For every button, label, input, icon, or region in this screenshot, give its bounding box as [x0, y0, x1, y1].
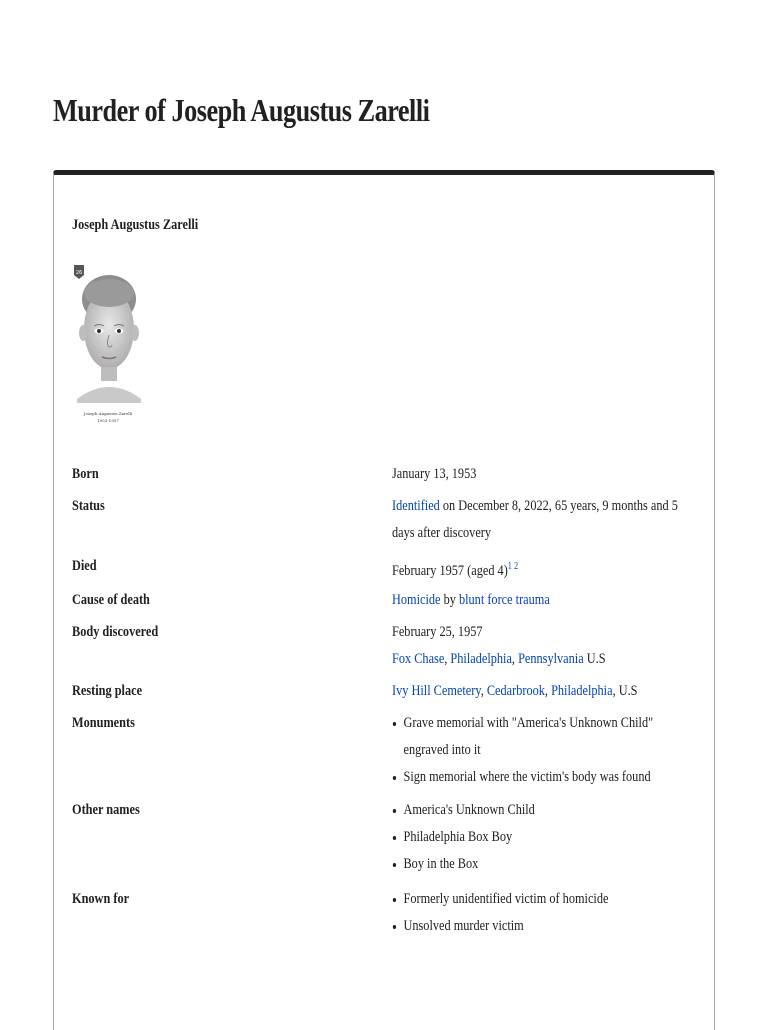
status-label: Status: [72, 498, 105, 514]
list-item: Unsolved murder victim: [392, 913, 695, 940]
resting-country: , U.S: [612, 683, 638, 699]
philadelphia-link[interactable]: Philadelphia: [450, 651, 512, 667]
other-names-list: [392, 797, 695, 878]
list-item: Philadelphia Box Boy: [392, 824, 695, 851]
body-date: February 25, 1957: [392, 624, 483, 640]
fox-chase-link[interactable]: Fox Chase: [392, 651, 445, 667]
resting-philadelphia-link[interactable]: Philadelphia: [551, 683, 613, 699]
died-label: Died: [72, 558, 97, 574]
list-item: Boy in the Box: [392, 851, 695, 878]
resting-label: Resting place: [72, 683, 143, 699]
born-label: Born: [72, 466, 99, 482]
identified-link[interactable]: Identified: [392, 498, 440, 514]
resting-value: Ivy Hill Cemetery, Cedarbrook, Philadelphia, U.S: [392, 683, 638, 699]
blunt-force-trauma-link[interactable]: blunt force trauma: [458, 592, 550, 608]
body-country: U.S: [583, 651, 606, 667]
list-item: America's Unknown Child: [392, 797, 695, 824]
homicide-link[interactable]: Homicide: [392, 592, 441, 608]
cedarbrook-link[interactable]: Cedarbrook: [486, 683, 545, 699]
list-item: Grave memorial with "America's Unknown Child" engraved into it: [392, 710, 695, 764]
ref-2-link[interactable]: 2: [513, 561, 519, 572]
infobox-caption: Joseph Augustus Zarelli: [72, 217, 199, 233]
monuments-value: [392, 710, 695, 791]
svg-text:Joseph Augustus Zarelli: Joseph Augustus Zarelli: [83, 411, 133, 416]
born-value: January 13, 1953: [392, 466, 477, 482]
svg-text:1953-1957: 1953-1957: [97, 418, 119, 423]
list-item: Formerly unidentified victim of homicide: [392, 886, 695, 913]
list-item: Sign memorial where the victim's body was found: [392, 764, 695, 791]
status-value: [392, 493, 695, 547]
svg-text:26: 26: [75, 270, 83, 276]
ivy-hill-cemetery-link[interactable]: Ivy Hill Cemetery: [392, 683, 481, 699]
body-place: Fox Chase, Philadelphia, Pennsylvania U.S: [392, 651, 606, 667]
other-names-value: [392, 797, 695, 878]
known-for-list: [392, 886, 695, 940]
known-for-label: Known for: [72, 891, 130, 907]
infobox: [53, 170, 715, 1030]
cause-label: Cause of death: [72, 592, 150, 608]
body-value: [392, 619, 695, 673]
other-names-label: Other names: [72, 802, 140, 818]
died-text: February 1957 (aged 4): [392, 563, 508, 579]
page-title: Murder of Joseph Augustus Zarelli: [53, 92, 430, 128]
cause-mid-text: by: [440, 592, 459, 608]
cause-value: [392, 587, 695, 614]
monuments-list: [392, 710, 695, 791]
body-label: Body discovered: [72, 624, 159, 640]
pennsylvania-link[interactable]: Pennsylvania: [518, 651, 584, 667]
died-value: [392, 553, 695, 585]
ref-1-link[interactable]: 1: [507, 561, 512, 572]
status-text: on December 8, 2022, 65 years, 9 months and 5 days after discovery: [392, 498, 678, 541]
known-for-value: [392, 886, 695, 940]
monuments-label: Monuments: [72, 715, 135, 731]
portrait-image[interactable]: [71, 259, 145, 435]
